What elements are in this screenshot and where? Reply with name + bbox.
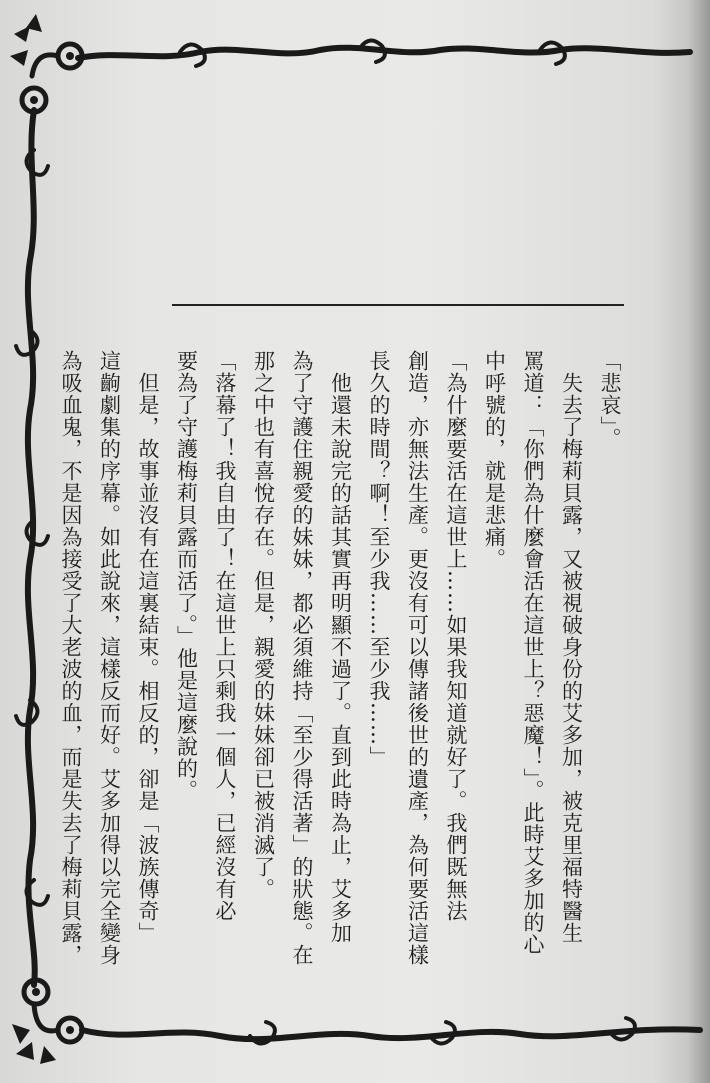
text-column: 他還未說完的話其實再明顯不過了。直到此時為止，艾多加 [328, 350, 353, 944]
text-column: 「為什麼要活在這世上……如果我知道就好了。我們既無法 [444, 350, 468, 922]
header-rule [172, 304, 624, 306]
text-column: 創造，亦無法生產。更沒有可以傳諸後世的遺產，為何要活這樣 [405, 350, 430, 966]
text-column: 這齣劇集的序幕。如此說來，這樣反而好。艾多加得以完全變身 [97, 350, 122, 966]
vertical-text-body [59, 350, 624, 966]
text-column: 為吸血鬼，不是因為接受了大老波的血，而是失去了梅莉貝露， [59, 350, 83, 966]
text-column: 但是，故事並沒有在這裏結束。相反的，卻是「波族傳奇」 [136, 350, 160, 944]
text-column: 為了守護住親愛的妹妹，都必須維持「至少得活著」的狀態。在 [290, 350, 314, 966]
text-column: 長久的時間？啊！至少我……至少我……」 [367, 350, 391, 768]
text-column: 「落幕了！我自由了！在這世上只剩我一個人，已經沒有必 [213, 350, 237, 922]
text-column: 中呼號的，就是悲痛。 [482, 350, 507, 570]
text-column: 那之中也有喜悅存在。但是，親愛的妹妹卻已被消滅了。 [251, 350, 276, 900]
text-column: 失去了梅莉貝露，又被視破身份的艾多加，被克里福特醫生 [559, 350, 584, 944]
text-column: 「悲哀」。 [598, 350, 622, 450]
text-column: 罵道：「你們為什麼會活在這世上？惡魔！」。此時艾多加的心 [521, 350, 545, 956]
text-column: 要為了守護梅莉貝露而活了。」他是這麼說的。 [174, 350, 199, 802]
